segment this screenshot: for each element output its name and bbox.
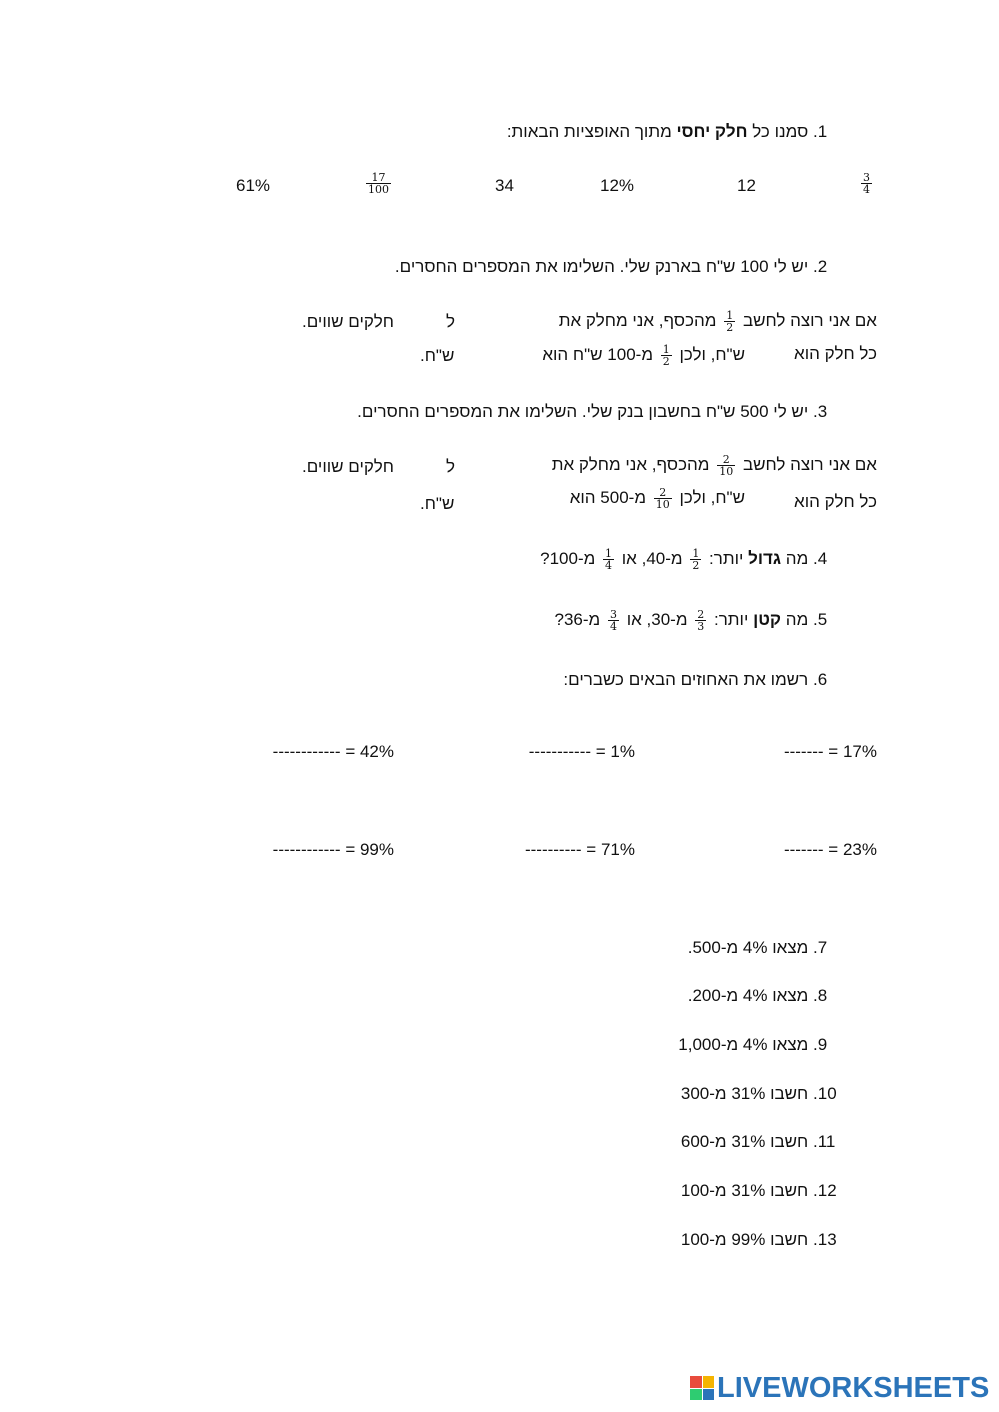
logo-text: LIVEWORKSHEETS [717,1371,990,1404]
text: מ-100? [540,548,596,568]
question-number: 2. [813,257,828,276]
question-13 [681,1230,847,1250]
question-text: חשבו 31% מ-100 [680,1181,809,1200]
question-bold-text: קטן [753,609,782,629]
text: מ-30, או [626,609,688,629]
liveworksheets-logo[interactable] [690,1372,989,1404]
q2-line-1 [559,310,877,333]
text: אם אני רוצה לחשב [742,454,877,474]
question-1 [507,122,847,142]
question-7 [688,938,847,958]
question-number: 10. [813,1084,837,1103]
question-4 [540,548,847,571]
text: ש"ח, ולכן [679,487,745,507]
q2-blank-4[interactable] [458,346,544,366]
text: יותר: [709,548,744,568]
question-8 [688,986,847,1006]
q2-blank-3[interactable] [753,346,789,366]
liveworksheets-icon [690,1376,714,1400]
question-bold-text: חלק יחסי [676,122,748,141]
q3-line-1 [552,454,877,477]
question-number: 3. [813,402,828,421]
option-34[interactable]: 34 [495,176,514,195]
q3-label-l: ל [446,457,456,476]
question-number: 4. [813,548,828,568]
q2-label-shekel: ש"ח. [420,346,455,365]
question-text: יש לי 100 ש"ח בארנק שלי. השלימו את המספרים החסרים. [394,257,809,276]
text: מ-500 הוא [569,487,647,507]
text: מ-40, או [621,548,683,568]
option-fraction-17-100[interactable]: $\frac{17}{100}$ [368,171,389,196]
text: מ-36? [554,609,601,629]
question-number: 5. [813,609,828,629]
percent-item-1[interactable]: 1% = ----------- [528,742,635,761]
text: אם אני רוצה לחשב [742,310,877,330]
question-text: מצאו 4% מ-500. [687,938,809,957]
question-12 [681,1181,847,1201]
question-number: 1. [813,122,828,141]
fraction-2-10: $\frac{2}{10}$ [719,453,734,478]
question-text: מצאו 4% מ-200. [687,986,809,1005]
q3-blank-2[interactable] [396,457,442,477]
text: מה [785,548,809,568]
percent-item-42[interactable]: 42% = ------------ [272,742,394,761]
percent-item-71[interactable]: 71% = ---------- [524,840,635,859]
question-10 [681,1084,847,1104]
q2-line-2-mid [542,344,745,367]
question-number: 9. [813,1035,828,1054]
q3-blank-1[interactable] [459,457,547,477]
fraction-1-2: $\frac{1}{2}$ [726,309,734,334]
question-text: מתוך האופציות הבאות: [506,122,672,141]
question-number: 6. [813,670,828,689]
text: מהכסף, אני מחלק את [551,454,710,474]
q3-line-2-right [794,492,877,512]
text: יותר: [713,609,749,629]
question-text: חשבו 31% מ-300 [680,1084,809,1103]
q3-blank-4[interactable] [458,494,568,514]
question-text: חשבו 31% מ-600 [680,1132,809,1151]
fraction-1-2: $\frac{1}{2}$ [662,343,670,368]
question-6 [563,670,847,690]
fraction-2-3: $\frac{2}{3}$ [697,608,705,633]
question-text: סמנו כל [752,122,809,141]
question-number: 7. [813,938,828,957]
text: מ-100 ש"ח הוא [542,344,654,364]
percent-item-17[interactable]: 17% = ------- [783,742,877,761]
question-3 [357,402,847,422]
q3-line-2-mid [570,487,745,510]
question-2 [395,257,847,277]
option-fraction-3-4[interactable]: $\frac{3}{4}$ [863,171,870,196]
fraction-3-4: $\frac{3}{4}$ [609,608,617,633]
percent-item-99[interactable]: 99% = ------------ [272,840,394,859]
question-text: יש לי 500 ש"ח בחשבון בנק שלי. השלימו את המספרים החסרים. [357,402,809,421]
text: מהכסף, אני מחלק את [558,310,717,330]
question-number: 8. [813,986,828,1005]
text: מה [785,609,809,629]
fraction-1-4: $\frac{1}{4}$ [605,547,613,572]
text: ש"ח, ולכן [679,344,745,364]
q3-label-parts: חלקים שווים. [302,457,394,476]
question-number: 11. [813,1132,836,1151]
option-12[interactable]: 12 [737,176,756,195]
text: כל חלק הוא [794,492,877,511]
option-12-percent[interactable]: 12% [600,176,635,195]
q3-blank-3[interactable] [753,494,789,514]
question-text: חשבו 99% מ-100 [680,1230,809,1249]
text: כל חלק הוא [794,344,877,363]
fraction-1-2: $\frac{1}{2}$ [692,547,700,572]
question-bold-text: גדול [748,548,782,568]
question-5 [555,609,848,632]
question-11 [681,1132,847,1152]
question-number: 13. [813,1230,837,1249]
percent-item-23[interactable]: 23% = ------- [783,840,877,859]
option-61-percent[interactable]: 61% [236,176,271,195]
q2-label-parts: חלקים שווים. [302,312,394,331]
q3-label-shekel: ש"ח. [420,494,455,513]
q2-label-l: ל [446,312,456,331]
q2-blank-2[interactable] [396,312,442,332]
fraction-2-10: $\frac{2}{10}$ [655,486,670,511]
question-9 [678,1035,847,1055]
question-text: רשמו את האחוזים הבאים כשברים: [563,670,809,689]
question-text: מצאו 4% מ-1,000 [678,1035,809,1054]
q2-line-2-right [794,344,877,364]
q2-blank-1[interactable] [459,312,549,332]
question-number: 12. [813,1181,837,1200]
